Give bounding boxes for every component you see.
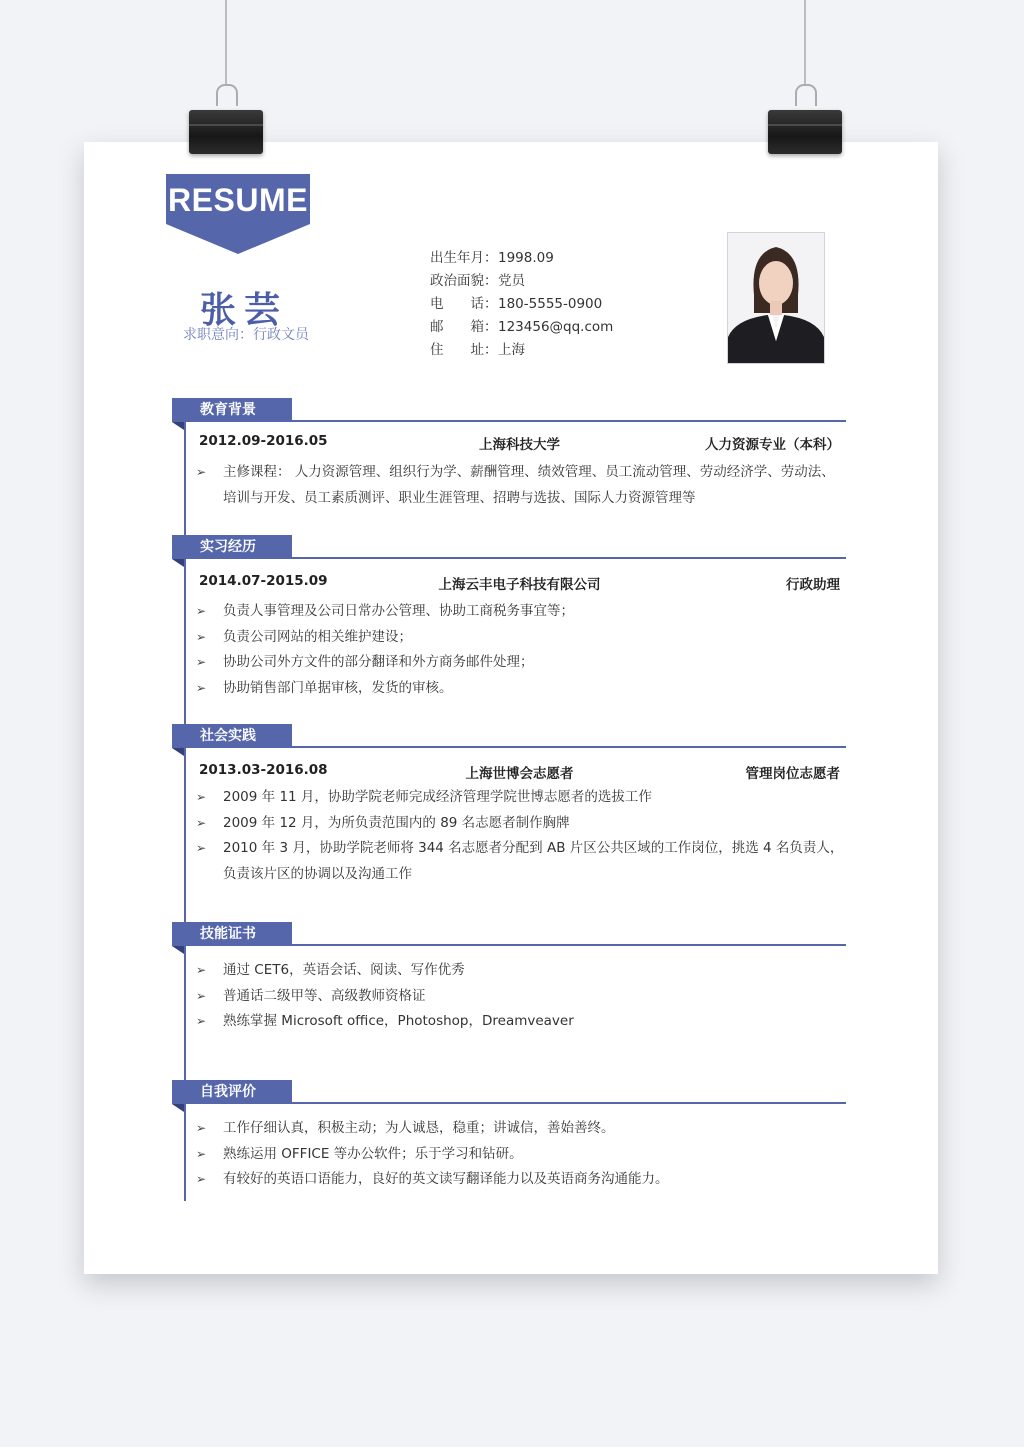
contact-row-address [430,339,613,362]
job-intent: 求职意向：行政文员 [183,327,309,343]
list-item [196,1116,846,1142]
hanging-string-left [225,0,227,84]
item-text: 通过 CET6，英语会话、阅读、写作优秀 [223,962,465,978]
contact-value: 123456@qq.com [498,319,614,335]
item-text: 2010 年 3 月，协助学院老师将 344 名志愿者分配到 AB 片区公共区域的工作岗位，挑选 4 名负责人，负责该片区的协调以及沟通工作 [223,840,844,882]
item-list [196,1116,846,1193]
list-item [196,676,846,702]
section-title: 实习经历 [172,535,292,559]
candidate-name: 张芸 [199,290,288,331]
section-title: 社会实践 [172,724,292,748]
list-item [196,811,846,837]
binder-clip-right [768,110,842,154]
item-text: 有较好的英语口语能力，良好的英文读写翻译能力以及英语商务沟通能力。 [223,1171,669,1187]
resume-paper [84,142,938,1274]
bullet-arrow-icon: ➢ [196,629,207,644]
contact-value: 180-5555-0900 [498,296,603,312]
section-rule [292,746,846,748]
entry-org: 上海世博会志愿者 [465,766,574,782]
bullet-arrow-icon: ➢ [196,680,207,695]
bullet-arrow-icon: ➢ [196,988,207,1003]
section-self-evaluation [172,1080,846,1200]
section-education [172,398,846,518]
list-item [196,460,846,511]
section-rule [292,557,846,559]
contact-row-email [430,316,613,339]
entry-role: 人力资源专业（本科） [705,437,840,453]
item-text: 熟练掌握 Microsoft office，Photoshop，Dreamveaver [223,1013,574,1029]
resume-badge-label: RESUME [168,182,308,218]
contact-label: 出生年月： [430,250,498,266]
tab-fold [172,946,184,954]
section-title: 技能证书 [172,922,292,946]
entry-role: 管理岗位志愿者 [745,766,840,782]
item-text: 2009 年 11 月，协助学院老师完成经济管理学院世博志愿者的选拔工作 [223,789,652,805]
section-rule [292,944,846,946]
bullet-arrow-icon: ➢ [196,841,207,855]
contact-value: 1998.09 [498,250,554,266]
item-list [196,460,846,511]
bullet-arrow-icon: ➢ [196,1014,207,1028]
entry-date: 2012.09-2016.05 [199,433,328,449]
list-item [196,1167,846,1193]
contact-value: 上海 [498,342,525,358]
entry-header [199,762,840,782]
item-text: 普通话二级甲等、高级教师资格证 [223,987,426,1004]
contact-label: 电 话： [430,296,498,312]
tab-fold [172,559,184,567]
bullet-arrow-icon: ➢ [196,1146,207,1161]
clip-wire-right [795,84,817,106]
entry-header [199,433,840,453]
item-text: 负责人事管理及公司日常办公管理、协助工商税务事宜等； [223,603,574,619]
bullet-arrow-icon: ➢ [196,1121,207,1135]
item-text: 工作仔细认真，积极主动；为人诚恳，稳重；讲诚信，善始善终。 [223,1120,615,1136]
binder-clip-left [189,110,263,154]
list-item [196,599,846,625]
section-practice [172,724,846,894]
contact-row-political [430,270,613,293]
item-list [196,785,846,887]
item-text: 负责公司网站的相关维护建设； [223,628,412,645]
bullet-arrow-icon: ➢ [196,963,207,977]
contact-label: 政治面貌： [430,273,498,289]
bullet-arrow-icon: ➢ [196,604,207,618]
list-item [196,650,846,676]
item-text: 协助公司外方文件的部分翻译和外方商务邮件处理； [223,654,534,670]
entry-role: 行政助理 [786,577,840,593]
contact-label: 邮 箱： [430,319,498,335]
section-title: 教育背景 [172,398,292,422]
list-item [196,785,846,811]
item-list [196,599,846,701]
contact-row-phone [430,293,613,316]
contact-row-birth [430,247,613,270]
bullet-arrow-icon: ➢ [196,815,207,830]
bullet-arrow-icon: ➢ [196,1172,207,1186]
entry-org: 上海云丰电子科技有限公司 [438,577,601,593]
contact-label: 住 址： [430,342,498,358]
item-list [196,958,846,1035]
list-item [196,1009,846,1035]
entry-date: 2014.07-2015.09 [199,573,328,589]
section-internship [172,535,846,705]
item-text: 协助销售部门单据审核，发货的审核。 [223,679,453,696]
item-text: 熟练运用 OFFICE 等办公软件；乐于学习和钻研。 [223,1145,523,1162]
clip-wire-left [216,84,238,106]
bullet-arrow-icon: ➢ [196,465,207,479]
hanging-string-right [804,0,806,84]
section-skills [172,922,846,1042]
portrait-image [728,233,824,363]
tab-fold [172,748,184,756]
tab-fold [172,422,184,430]
entry-header [199,573,840,593]
list-item [196,836,846,887]
profile-photo [727,232,825,364]
list-item [196,625,846,651]
section-rule [292,420,846,422]
section-rule [292,1102,846,1104]
tab-fold [172,1104,184,1112]
entry-date: 2013.03-2016.08 [199,762,328,778]
section-title: 自我评价 [172,1080,292,1104]
item-text: 2009 年 12 月，为所负责范围内的 89 名志愿者制作胸牌 [223,814,570,831]
item-text: 主修课程： 人力资源管理、组织行为学、薪酬管理、绩效管理、员工流动管理、劳动经济学、劳动法、培训与开发、员工素质测评、职业生涯管理、招聘与选拔、国际人力资源管理等 [223,464,835,506]
resume-badge [166,174,310,254]
list-item [196,958,846,984]
entry-org: 上海科技大学 [479,437,560,453]
bullet-arrow-icon: ➢ [196,790,207,804]
list-item [196,1142,846,1168]
list-item [196,984,846,1010]
contact-value: 党员 [498,273,525,289]
contact-info [430,247,613,362]
bullet-arrow-icon: ➢ [196,655,207,669]
